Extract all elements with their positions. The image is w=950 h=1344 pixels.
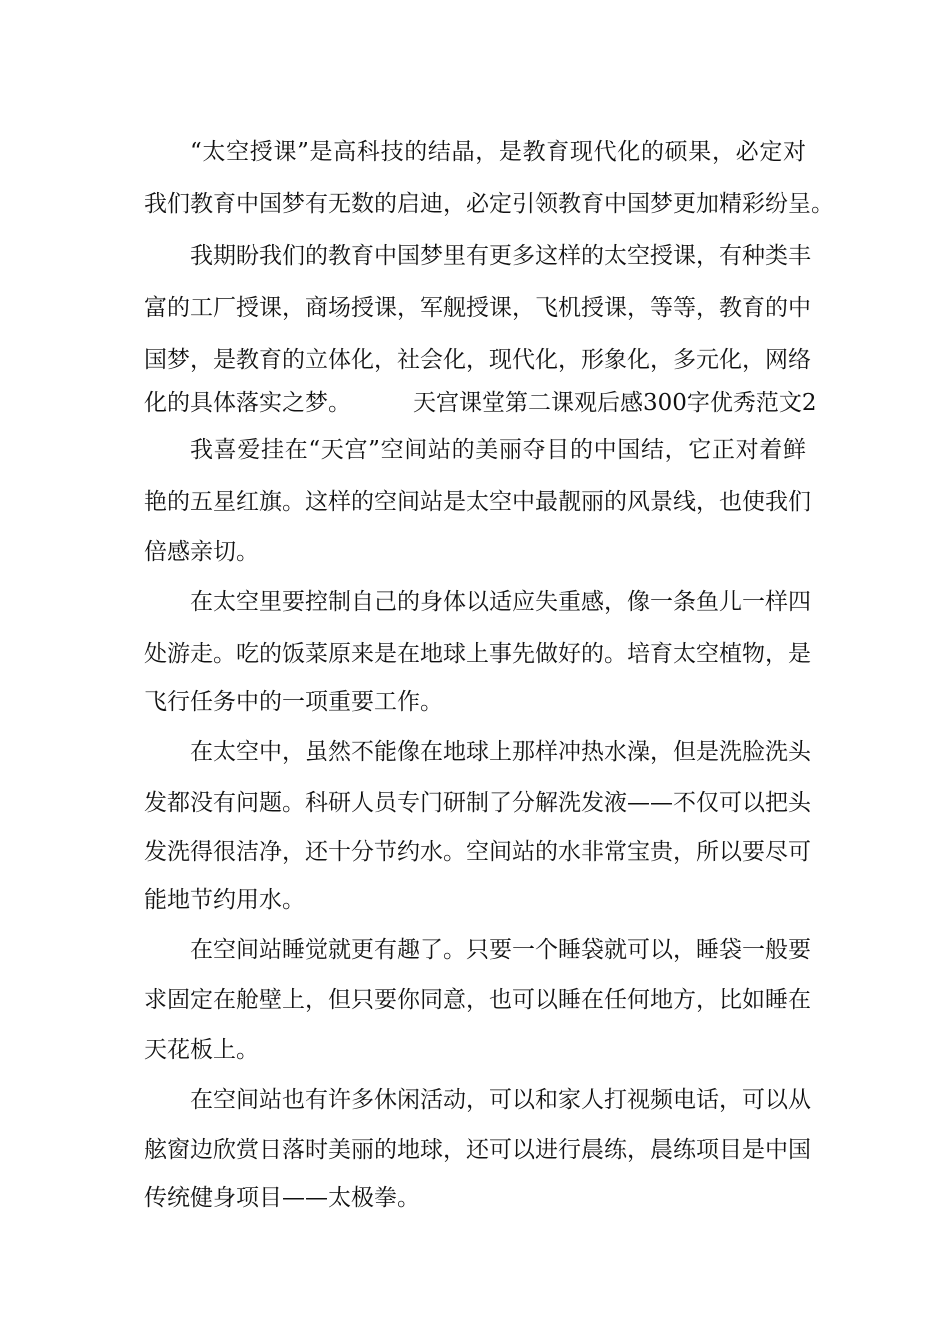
paragraph-line: 在空间站也有许多休闲活动，可以和家人打视频电话，可以从 xyxy=(190,1087,811,1113)
paragraph-line: 国梦，是教育的立体化，社会化，现代化，形象化，多元化，网络 xyxy=(144,347,811,373)
paragraph-line: 在空间站睡觉就更有趣了。只要一个睡袋就可以，睡袋一般要 xyxy=(190,937,811,963)
paragraph-line: 我喜爱挂在“天宫”空间站的美丽夺目的中国结，它正对着鲜 xyxy=(190,437,806,463)
paragraph-line: 倍感亲切。 xyxy=(144,539,259,565)
paragraph-line: 在太空中，虽然不能像在地球上那样冲热水澡，但是洗脸洗头 xyxy=(190,739,811,765)
paragraph-line: 我期盼我们的教育中国梦里有更多这样的太空授课，有种类丰 xyxy=(190,243,811,269)
paragraph-line: 求固定在舱壁上，但只要你同意，也可以睡在任何地方，比如睡在 xyxy=(144,987,811,1013)
paragraph-line-with-heading xyxy=(144,383,817,423)
paragraph-line: 艳的五星红旗。这样的空间站是太空中最靓丽的风景线，也使我们 xyxy=(144,489,811,515)
paragraph-line: 飞行任务中的一项重要工作。 xyxy=(144,689,443,715)
paragraph-line: 发洗得很洁净，还十分节约水。空间站的水非常宝贵，所以要尽可 xyxy=(144,839,811,865)
paragraph-line: 发都没有问题。科研人员专门研制了分解洗发液——不仅可以把头 xyxy=(144,790,811,816)
paragraph-line: “太空授课”是高科技的结晶，是教育现代化的硕果，必定对 xyxy=(190,139,806,165)
paragraph-line: 舷窗边欣赏日落时美丽的地球，还可以进行晨练，晨练项目是中国 xyxy=(144,1137,811,1163)
paragraph-line: 在太空里要控制自己的身体以适应失重感，像一条鱼儿一样四 xyxy=(190,589,811,615)
paragraph-line: 处游走。吃的饭菜原来是在地球上事先做好的。培育太空植物，是 xyxy=(144,641,811,667)
paragraph-line: 天花板上。 xyxy=(144,1037,259,1063)
paragraph-line: 我们教育中国梦有无数的启迪，必定引领教育中国梦更加精彩纷呈。 xyxy=(144,191,834,217)
paragraph-line: 能地节约用水。 xyxy=(144,887,305,913)
paragraph-line: 传统健身项目——太极拳。 xyxy=(144,1185,420,1211)
inline-section-heading: 天宫课堂第二课观后感300字优秀范文2 xyxy=(413,390,817,416)
paragraph-line-end: 化的具体落实之梦。 xyxy=(144,390,351,416)
paragraph-line: 富的工厂授课，商场授课，军舰授课，飞机授课，等等，教育的中 xyxy=(144,295,811,321)
